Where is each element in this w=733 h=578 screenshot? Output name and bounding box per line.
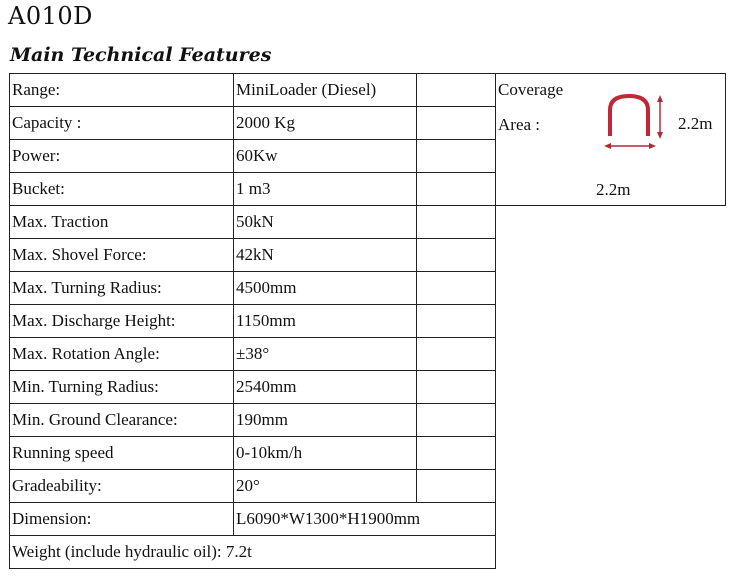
area-label: Area : bbox=[498, 115, 541, 134]
spec-label: Range: bbox=[10, 74, 234, 107]
table-row bbox=[10, 74, 726, 107]
blank-cell bbox=[417, 404, 496, 437]
table-row bbox=[10, 503, 726, 536]
spec-value: 190mm bbox=[234, 404, 417, 437]
blank-cell bbox=[417, 140, 496, 173]
spec-label: Power: bbox=[10, 140, 234, 173]
spec-value: MiniLoader (Diesel) bbox=[234, 74, 417, 107]
specs-table bbox=[9, 73, 726, 569]
dimension-value: L6090*W1300*H1900mm bbox=[234, 503, 496, 536]
blank-cell bbox=[417, 470, 496, 503]
table-row bbox=[10, 272, 726, 305]
dimension-label: Dimension: bbox=[10, 503, 234, 536]
blank-cell bbox=[417, 338, 496, 371]
tunnel-arch-icon bbox=[604, 92, 668, 154]
coverage-cell bbox=[496, 74, 726, 206]
spec-label: Max. Turning Radius: bbox=[10, 272, 234, 305]
coverage-width: 2.2m bbox=[596, 180, 631, 199]
spec-value: 2540mm bbox=[234, 371, 417, 404]
spec-label: Bucket: bbox=[10, 173, 234, 206]
spec-label: Gradeability: bbox=[10, 470, 234, 503]
spec-label: Max. Discharge Height: bbox=[10, 305, 234, 338]
blank-cell bbox=[417, 173, 496, 206]
spec-label: Capacity : bbox=[10, 107, 234, 140]
spec-value: 1150mm bbox=[234, 305, 417, 338]
blank-cell bbox=[417, 305, 496, 338]
spec-value: 50kN bbox=[234, 206, 417, 239]
spec-label: Max. Traction bbox=[10, 206, 234, 239]
spec-label: Max. Rotation Angle: bbox=[10, 338, 234, 371]
coverage-height: 2.2m bbox=[678, 114, 713, 133]
table-row bbox=[10, 470, 726, 503]
blank-cell bbox=[417, 437, 496, 470]
spec-value: 4500mm bbox=[234, 272, 417, 305]
model-title: A010D bbox=[8, 2, 93, 30]
table-row bbox=[10, 305, 726, 338]
spec-label: Min. Ground Clearance: bbox=[10, 404, 234, 437]
spec-value: 60Kw bbox=[234, 140, 417, 173]
spec-value: 2000 Kg bbox=[234, 107, 417, 140]
table-row bbox=[10, 239, 726, 272]
blank-cell bbox=[417, 272, 496, 305]
blank-cell bbox=[417, 239, 496, 272]
spec-value: 1 m3 bbox=[234, 173, 417, 206]
weight-cell: Weight (include hydraulic oil): 7.2t bbox=[10, 536, 496, 569]
table-row bbox=[10, 206, 726, 239]
spec-value: 0-10km/h bbox=[234, 437, 417, 470]
spec-label: Max. Shovel Force: bbox=[10, 239, 234, 272]
table-row bbox=[10, 404, 726, 437]
spec-label: Min. Turning Radius: bbox=[10, 371, 234, 404]
table-row bbox=[10, 371, 726, 404]
table-row bbox=[10, 437, 726, 470]
blank-cell bbox=[417, 371, 496, 404]
spec-value: 42kN bbox=[234, 239, 417, 272]
coverage-label: Coverage bbox=[498, 80, 564, 99]
table-row bbox=[10, 338, 726, 371]
spec-value: 20° bbox=[234, 470, 417, 503]
table-row bbox=[10, 536, 726, 569]
spec-label: Running speed bbox=[10, 437, 234, 470]
blank-cell bbox=[417, 206, 496, 239]
spec-value: ±38° bbox=[234, 338, 417, 371]
section-title: Main Technical Features bbox=[10, 44, 272, 66]
blank-cell bbox=[417, 74, 496, 107]
blank-cell bbox=[417, 107, 496, 140]
